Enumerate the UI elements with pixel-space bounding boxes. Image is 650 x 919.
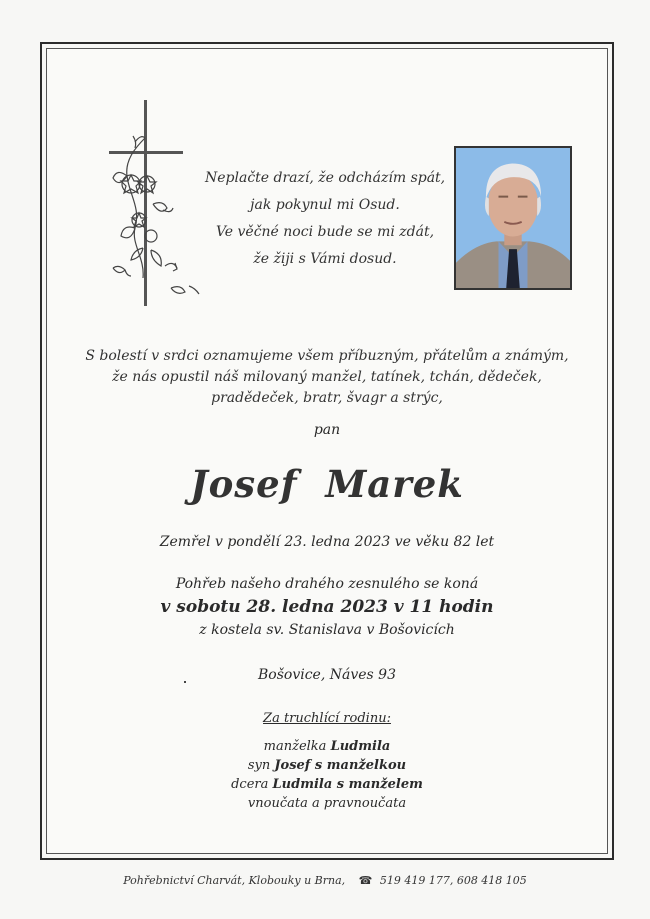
phone-numbers: 519 419 177, 608 418 105 xyxy=(379,874,527,887)
family-name: Ludmila xyxy=(330,739,391,754)
family-name: Josef s manželkou xyxy=(274,758,407,773)
deceased-name: Josef Marek xyxy=(190,462,464,506)
funeral-intro: Pohřeb našeho drahého zesnulého se koná xyxy=(175,576,479,592)
family-name: Ludmila s manželem xyxy=(272,777,423,792)
family-member xyxy=(46,737,608,756)
footer xyxy=(0,874,650,887)
death-info: Zemřel v pondělí 23. ledna 2023 ve věku 82 let xyxy=(159,534,495,550)
cross-with-flowers-icon xyxy=(105,98,215,310)
poem-line: Neplačte drazí, že odcházím spát, xyxy=(205,170,446,186)
announcement-line: S bolestí v srdci oznamujeme všem příbuzným, přátelům a známým, xyxy=(85,348,569,364)
telephone-icon: ☎ xyxy=(358,874,373,887)
funeral-date: v sobotu 28. ledna 2023 v 11 hodin xyxy=(160,597,494,617)
family-member xyxy=(46,775,608,794)
family-relation: dcera xyxy=(231,777,273,792)
title-word: pan xyxy=(313,422,341,438)
mourners-heading: Za truchlící rodinu: xyxy=(263,711,391,726)
announcement-text xyxy=(46,346,608,409)
family-relation: vnoučata a pravnoučata xyxy=(247,796,407,811)
poem xyxy=(205,165,445,273)
poem-line: Ve věčné noci bude se mi zdát, xyxy=(215,224,435,240)
announcement-line: že nás opustil náš milovaný manžel, tatínek, tchán, dědeček, xyxy=(112,369,542,385)
family-list xyxy=(46,737,608,813)
family-member xyxy=(46,756,608,775)
funeral-place: z kostela sv. Stanislava v Bošovicích xyxy=(199,622,455,638)
poem-line: jak pokynul mi Osud. xyxy=(250,197,400,213)
family-relation: syn xyxy=(247,758,275,773)
address: Bošovice, Náves 93 xyxy=(258,667,396,683)
poem-line: že žiji s Vámi dosud. xyxy=(253,251,397,267)
portrait-photo xyxy=(454,146,572,290)
announcement-line: pradědeček, bratr, švagr a strýc, xyxy=(211,390,443,406)
family-member xyxy=(46,794,608,813)
family-relation: manželka xyxy=(263,739,331,754)
funeral-company: Pohřebnictví Charvát, Klobouky u Brna, xyxy=(123,874,346,887)
